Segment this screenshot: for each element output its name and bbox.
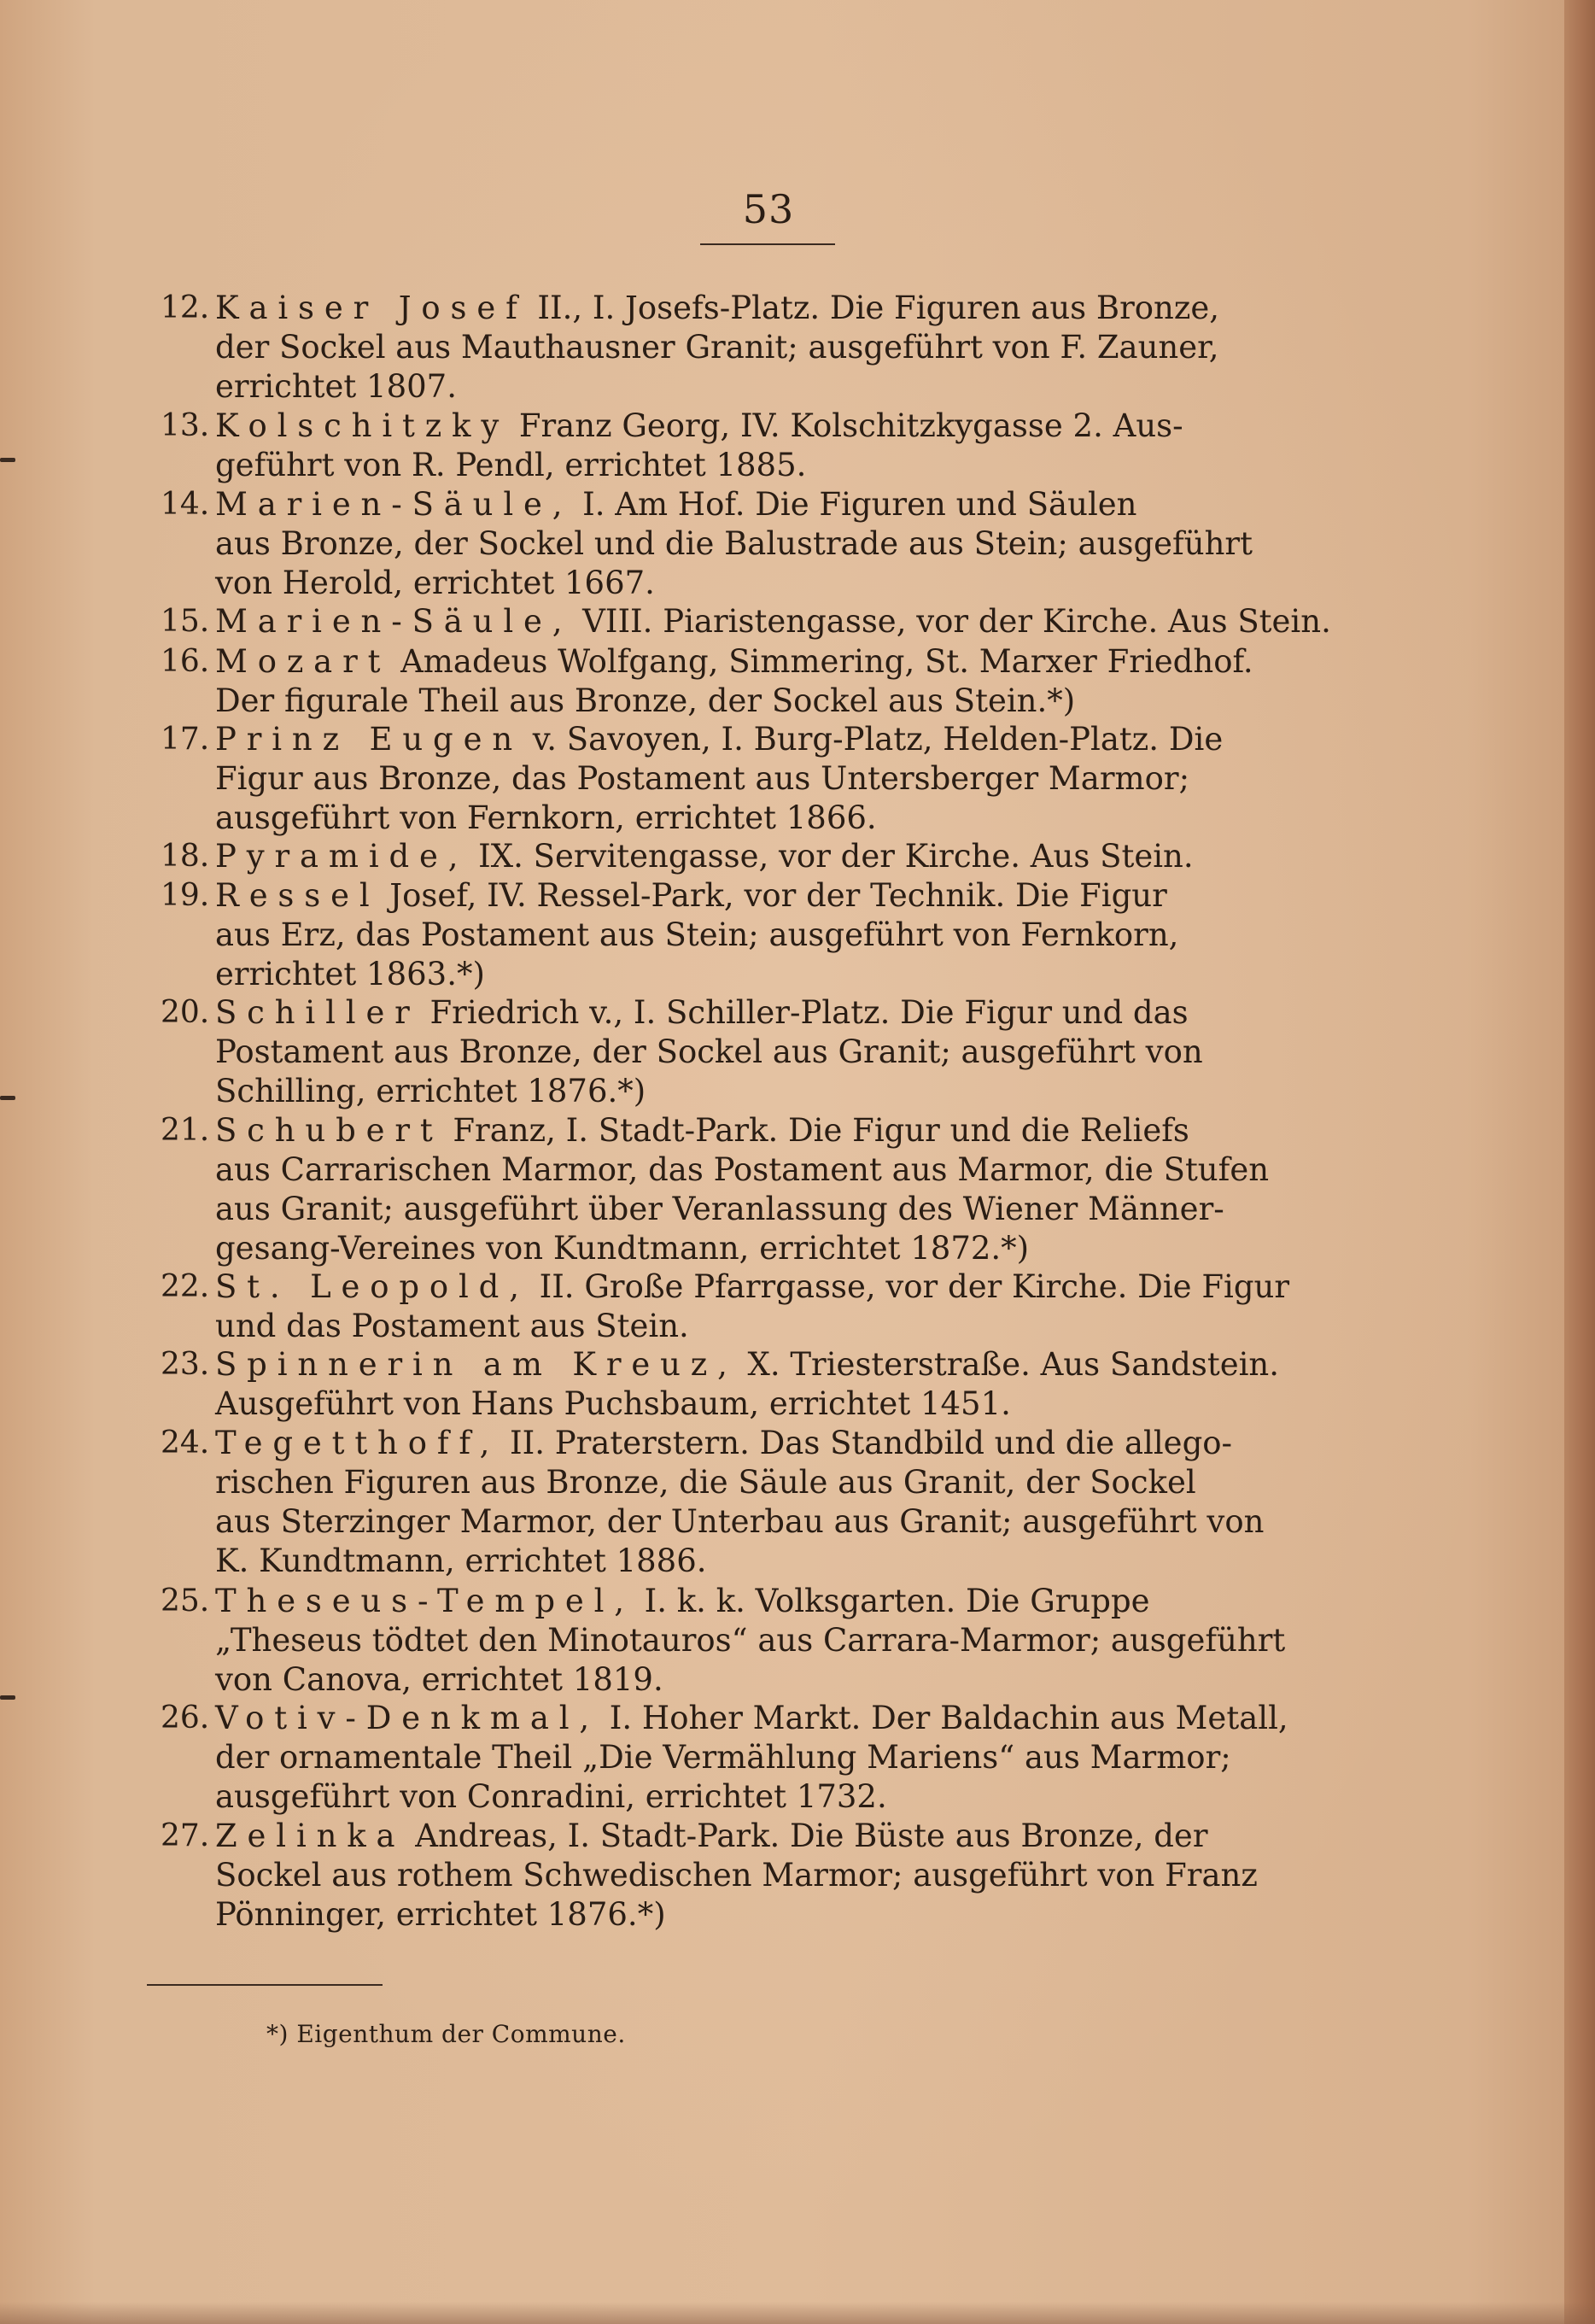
entry-line: Sockel aus rothem Schwedischen Marmor; ausgeführt von Franz	[215, 1857, 1258, 1894]
entry-line: rischen Figuren aus Bronze, die Säule aus Granit, der Sockel	[215, 1464, 1196, 1501]
entry-name: Pyramide,	[215, 838, 469, 875]
entry-line: Prinz Eugen v. Savoyen, I. Burg-Platz, Helden-Platz. Die	[215, 721, 1224, 758]
entry-line: Votiv-Denkmal, I. Hoher Markt. Der Baldachin aus Metall,	[215, 1700, 1288, 1736]
entry-name: Mozart	[215, 643, 391, 680]
entry-number: 22.	[161, 1269, 210, 1304]
page-number: 53	[742, 186, 795, 232]
entry-line: „Theseus tödtet den Minotauros“ aus Carrara-Marmor; ausgeführt	[215, 1622, 1286, 1659]
entry-text	[215, 407, 1359, 485]
entry-line: Mozart Amadeus Wolfgang, Simmering, St. Marxer Friedhof.	[215, 643, 1253, 680]
entry-name: Kaiser Josef	[215, 290, 528, 326]
entry-text	[215, 1345, 1359, 1424]
entry-name: Marien-Säule,	[215, 486, 573, 523]
margin-mark	[0, 1096, 15, 1100]
entry-line: aus Granit; ausgeführt über Veranlassung des Wiener Männer-	[215, 1191, 1224, 1227]
entry-text	[215, 1817, 1359, 1935]
entry-line: ausgeführt von Fernkorn, errichtet 1866.	[215, 799, 877, 836]
entry-line: K. Kundtmann, errichtet 1886.	[215, 1543, 707, 1579]
entry-line: Tegetthoff, II. Praterstern. Das Standbild und die allego-	[215, 1425, 1233, 1461]
entry-name: Spinnerin am Kreuz,	[215, 1346, 738, 1383]
entry-text	[215, 1267, 1359, 1346]
entry-line: Marien-Säule, I. Am Hof. Die Figuren und Säulen	[215, 486, 1137, 523]
entry-line: Ressel Josef, IV. Ressel-Park, vor der Technik. Die Figur	[215, 877, 1167, 914]
entry-name: Schiller	[215, 994, 420, 1031]
entry-line: Zelinka Andreas, I. Stadt-Park. Die Büste aus Bronze, der	[215, 1818, 1208, 1854]
entry-line: gesang-Vereines von Kundtmann, errichtet 1872.*)	[215, 1230, 1030, 1267]
entry-line: Figur aus Bronze, das Postament aus Untersberger Marmor;	[215, 760, 1190, 797]
entry-text	[215, 1699, 1359, 1817]
entry-name: St. Leopold,	[215, 1268, 529, 1305]
entry-name: Theseus-Tempel,	[215, 1583, 634, 1619]
entry-name: Zelinka	[215, 1818, 406, 1854]
entry-number: 25.	[161, 1583, 210, 1619]
entry-text	[215, 876, 1359, 994]
entry-number: 17.	[161, 722, 210, 757]
entry-line: errichtet 1807.	[215, 368, 457, 405]
entry-number: 13.	[161, 408, 210, 443]
entry-line: Marien-Säule, VIII. Piaristengasse, vor der Kirche. Aus Stein.	[215, 603, 1331, 640]
entry-text	[215, 1582, 1359, 1700]
entry-number: 16.	[161, 644, 210, 679]
entry-name: Schubert	[215, 1112, 443, 1149]
entry-line: Schilling, errichtet 1876.*)	[215, 1073, 646, 1109]
entry-number: 12.	[161, 290, 210, 325]
entry-number: 21.	[161, 1113, 210, 1148]
entry-number: 15.	[161, 604, 210, 639]
entry-line: errichtet 1863.*)	[215, 956, 485, 992]
entry-line: Spinnerin am Kreuz, X. Triesterstraße. Aus Sandstein.	[215, 1346, 1280, 1383]
entry-name: Marien-Säule,	[215, 603, 573, 640]
footnote: *) Eigenthum der Commune.	[266, 2020, 626, 2048]
entry-text	[215, 289, 1359, 407]
entry-line: St. Leopold, II. Große Pfarrgasse, vor der Kirche. Die Figur	[215, 1268, 1290, 1305]
entry-line: Der figurale Theil aus Bronze, der Sockel aus Stein.*)	[215, 682, 1076, 719]
entry-line: Kolschitzky Franz Georg, IV. Kolschitzkygasse 2. Aus-	[215, 407, 1183, 444]
entry-number: 27.	[161, 1818, 210, 1853]
margin-mark	[0, 458, 15, 462]
entry-line: Pyramide, IX. Servitengasse, vor der Kirche. Aus Stein.	[215, 838, 1194, 875]
entry-name: Votiv-Denkmal,	[215, 1700, 600, 1736]
entry-number: 19.	[161, 878, 210, 913]
entry-line: Kaiser Josef II., I. Josefs-Platz. Die Figuren aus Bronze,	[215, 290, 1220, 326]
entry-line: der ornamentale Theil „Die Vermählung Mariens“ aus Marmor;	[215, 1739, 1231, 1776]
margin-mark	[0, 1695, 15, 1700]
page-bottom-shadow	[0, 2302, 1595, 2324]
entry-number: 24.	[161, 1425, 210, 1461]
entry-text	[215, 720, 1359, 838]
entry-text	[215, 1424, 1359, 1581]
entry-text	[215, 1111, 1359, 1268]
entry-name: Ressel	[215, 877, 380, 914]
entry-text	[215, 485, 1359, 603]
entry-number: 20.	[161, 995, 210, 1030]
entry-number: 23.	[161, 1347, 210, 1382]
entry-line: aus Bronze, der Sockel und die Balustrade aus Stein; ausgeführt	[215, 525, 1253, 562]
entry-line: Postament aus Bronze, der Sockel aus Granit; ausgeführt von	[215, 1033, 1203, 1070]
entry-text	[215, 993, 1359, 1111]
entry-line: ausgeführt von Conradini, errichtet 1732.	[215, 1778, 887, 1815]
entry-line: aus Carrarischen Marmor, das Postament aus Marmor, die Stufen	[215, 1151, 1270, 1188]
entry-line: der Sockel aus Mauthausner Granit; ausgeführt von F. Zauner,	[215, 329, 1219, 366]
entry-line: Schubert Franz, I. Stadt-Park. Die Figur und die Reliefs	[215, 1112, 1189, 1149]
entry-line: Pönninger, errichtet 1876.*)	[215, 1896, 666, 1933]
entry-name: Tegetthoff,	[215, 1425, 500, 1461]
entry-number: 14.	[161, 487, 210, 522]
entry-line: aus Erz, das Postament aus Stein; ausgeführt von Fernkorn,	[215, 916, 1179, 953]
entry-line: und das Postament aus Stein.	[215, 1308, 689, 1344]
entry-line: Theseus-Tempel, I. k. k. Volksgarten. Die Gruppe	[215, 1583, 1150, 1619]
entry-text	[215, 602, 1359, 641]
entry-line: von Canova, errichtet 1819.	[215, 1661, 663, 1698]
page-number-rule	[700, 243, 835, 245]
entry-line: aus Sterzinger Marmor, der Unterbau aus Granit; ausgeführt von	[215, 1503, 1265, 1540]
entry-name: Kolschitzky	[215, 407, 510, 444]
entry-line: geführt von R. Pendl, errichtet 1885.	[215, 447, 807, 483]
entry-text	[215, 642, 1359, 721]
entry-line: von Herold, errichtet 1667.	[215, 565, 655, 601]
footnote-rule	[147, 1984, 383, 1986]
entry-number: 26.	[161, 1701, 210, 1736]
page-edge-shadow	[1564, 0, 1595, 2324]
entry-line: Schiller Friedrich v., I. Schiller-Platz. Die Figur und das	[215, 994, 1189, 1031]
entry-text	[215, 837, 1359, 876]
entry-line: Ausgeführt von Hans Puchsbaum, errichtet 1451.	[215, 1385, 1011, 1422]
entry-name: Prinz Eugen	[215, 721, 523, 758]
entry-number: 18.	[161, 839, 210, 874]
